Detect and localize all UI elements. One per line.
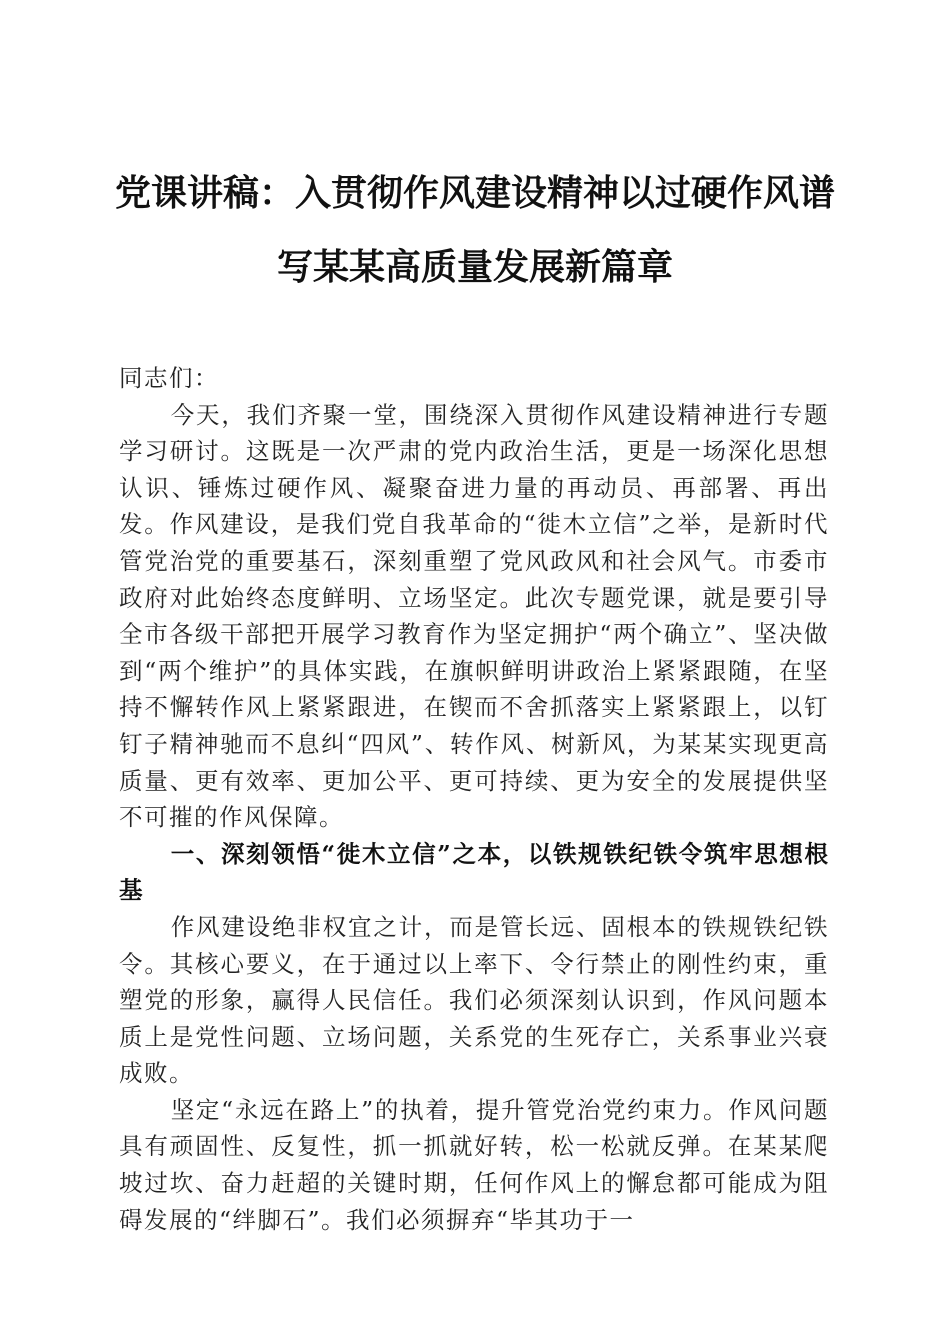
greeting: 同志们： (119, 364, 219, 392)
document-title-line-2: 写某某高质量发展新篇章 (276, 246, 673, 288)
section-1-paragraph-1: 作风建设绝非权宜之计，而是管长远、固根本的铁规铁纪铁令。其核心要义，在于通过以上率下、令行禁止的刚性约束，重塑党的形象，赢得人民信任。我们必须深刻认识到，作风问题本质上是党性问题、立场问题，关系党的生死存亡，关系事业兴衰成败。 (119, 912, 829, 1088)
document-title-line-1: 党课讲稿：入贯彻作风建设精神以过硬作风谱 (114, 172, 835, 214)
document-body (119, 360, 829, 1238)
section-heading-1: 一、深刻领悟“徙木立信”之本，以铁规铁纪铁令筑牢思想根基 (119, 839, 829, 905)
intro-paragraph: 今天，我们齐聚一堂，围绕深入贯彻作风建设精神进行专题学习研讨。这既是一次严肃的党内政治生活，更是一场深化思想认识、锤炼过硬作风、凝聚奋进力量的再动员、再部署、再出发。作风建设，是我们党自我革命的“徙木立信”之举，是新时代管党治党的重要基石，深刻重塑了党风政风和社会风气。市委市政府对此始终态度鲜明、立场坚定。此次专题党课，就是要引导全市各级干部把开展学习教育作为坚定拥护“两个确立”、坚决做到“两个维护”的具体实践，在旗帜鲜明讲政治上紧紧跟随，在坚持不懈转作风上紧紧跟进，在锲而不舍抓落实上紧紧跟上，以钉钉子精神驰而不息纠“四风”、转作风、树新风，为某某实现更高质量、更有效率、更加公平、更可持续、更为安全的发展提供坚不可摧的作风保障。 (119, 400, 829, 832)
section-1-paragraph-2: 坚定“永远在路上”的执着，提升管党治党约束力。作风问题具有顽固性、反复性，抓一抓就好转，松一松就反弹。在某某爬坡过坎、奋力赶超的关键时期，任何作风上的懈怠都可能成为阻碍发展的“绊脚石”。我们必须摒弃“毕其功于一 (119, 1095, 829, 1234)
